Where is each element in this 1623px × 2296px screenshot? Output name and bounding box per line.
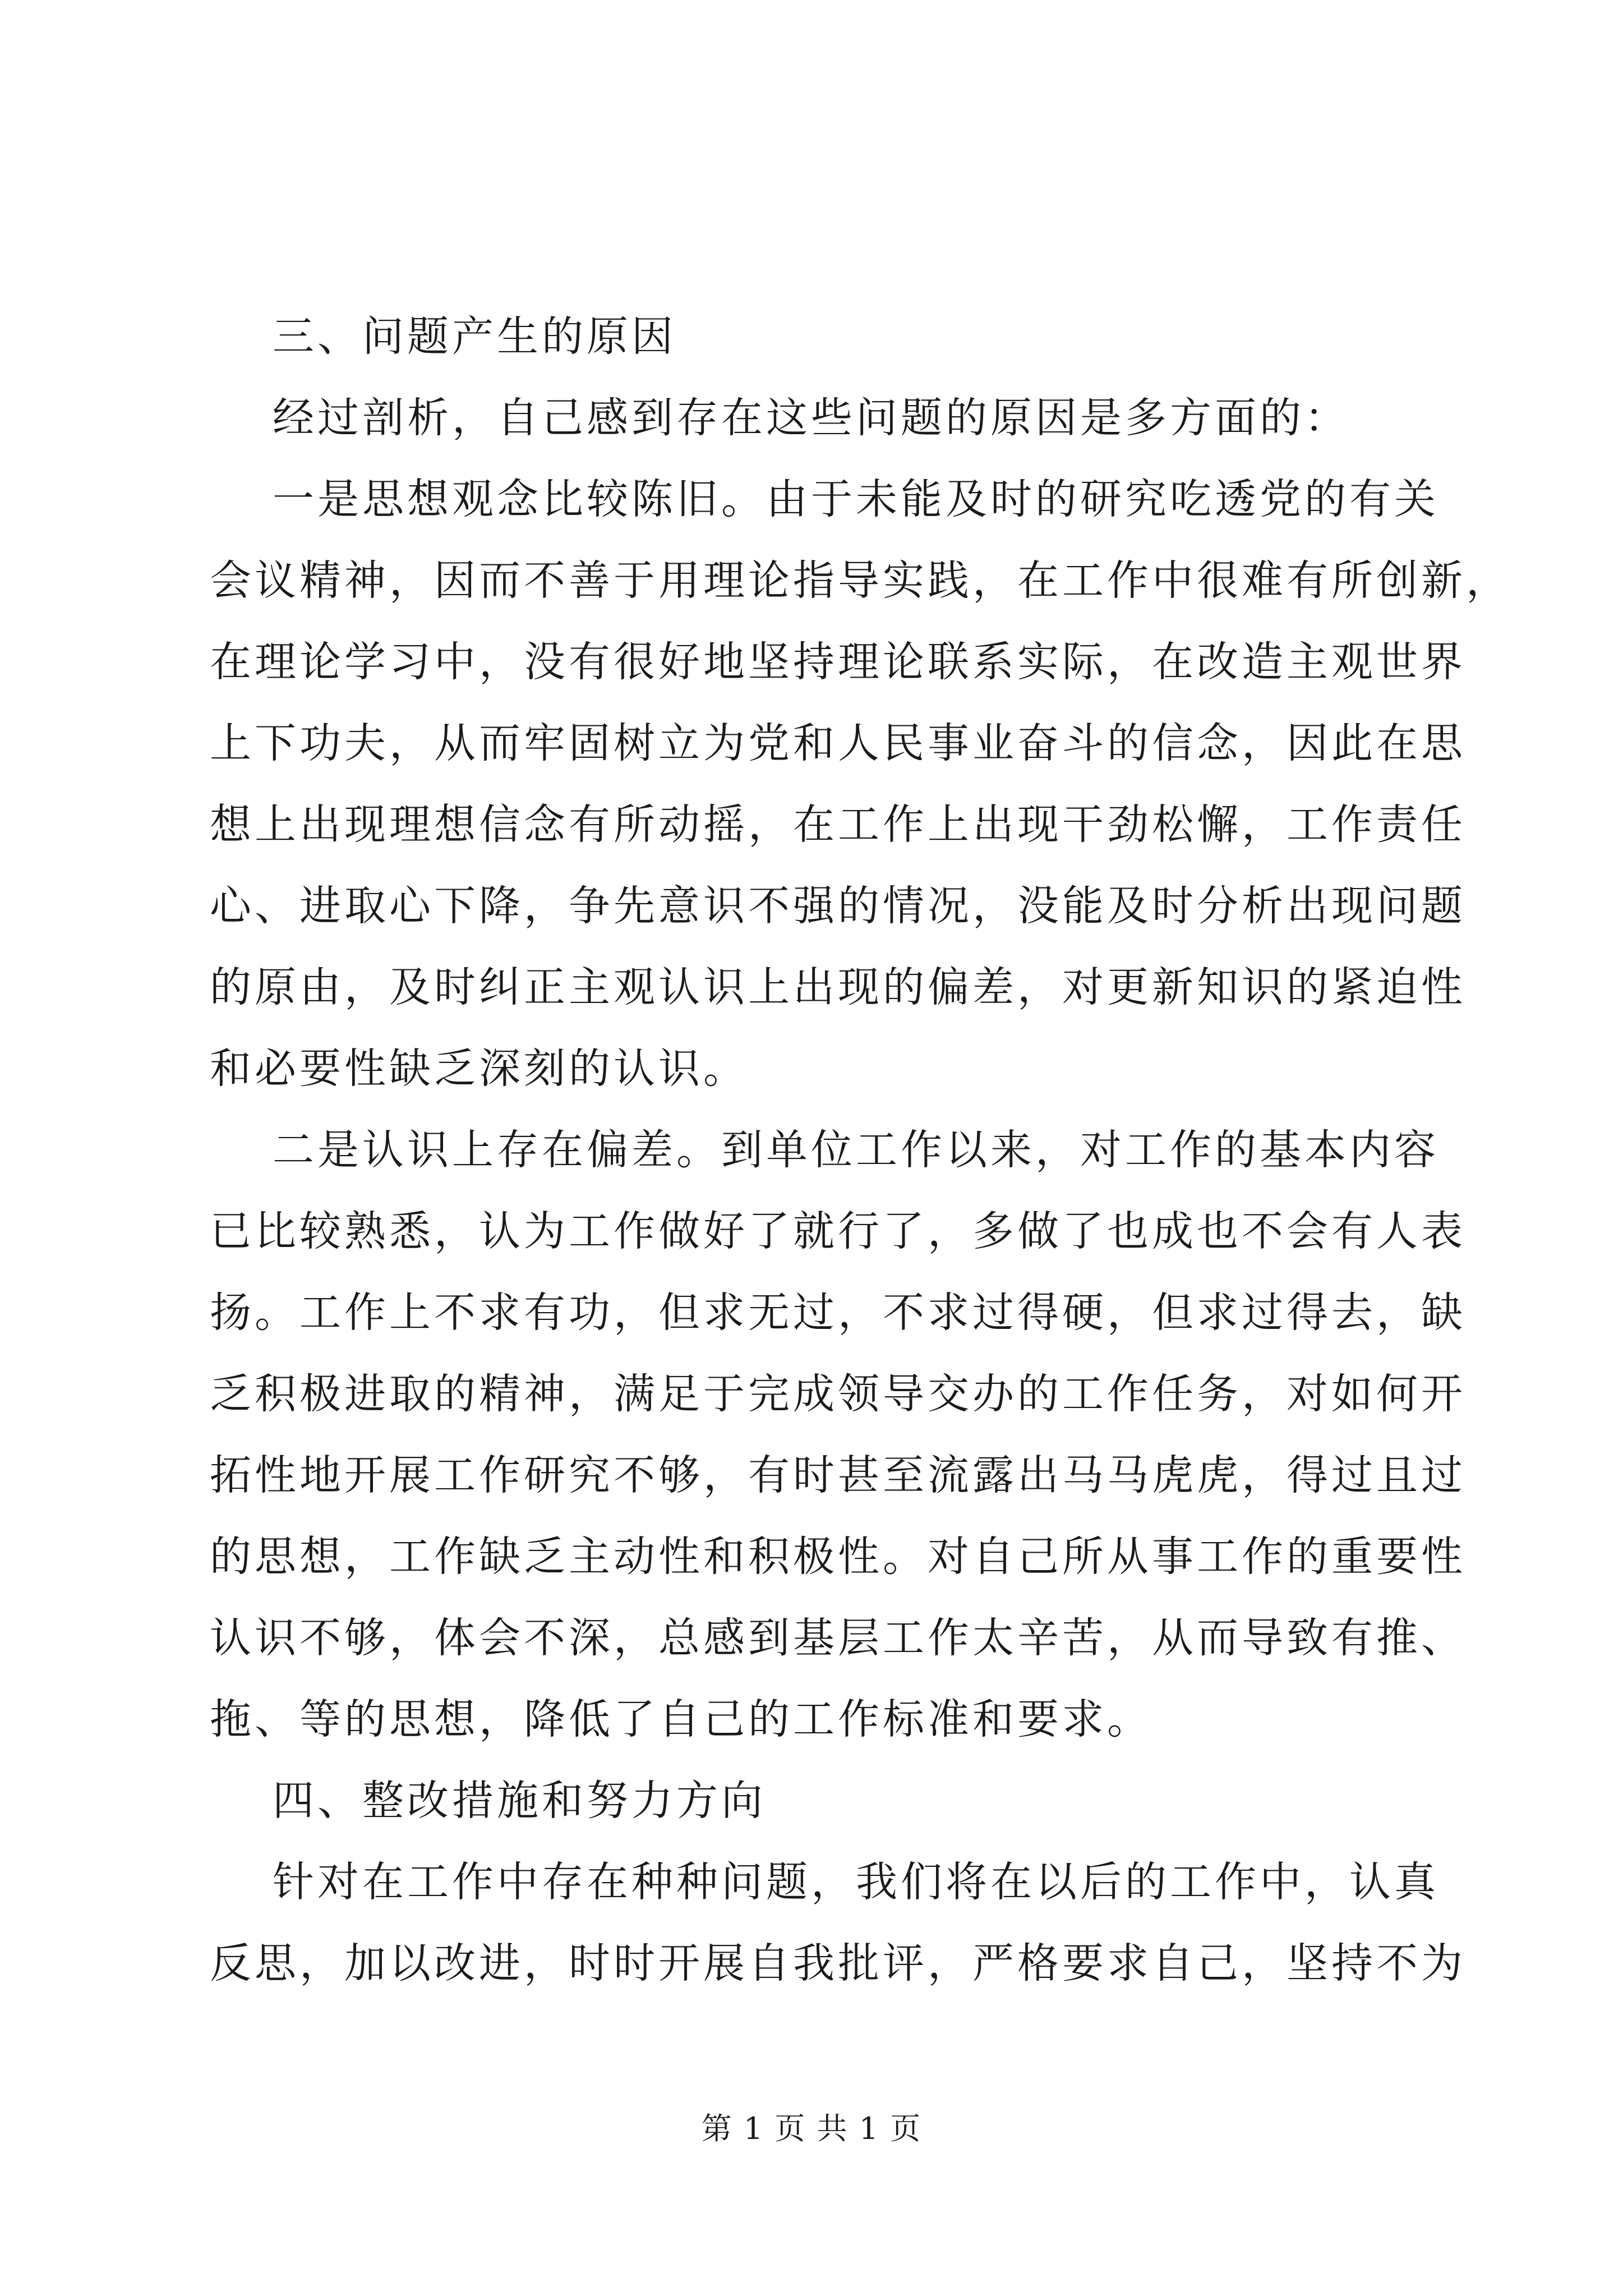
paragraph-line: 和必要性缺乏深刻的认识。 [210, 1045, 748, 1093]
paragraph-line: 拖、等的思想，降低了自己的工作标准和要求。 [210, 1695, 1152, 1743]
paragraph-line: 经过剖析，自己感到存在这些问题的原因是多方面的： [273, 394, 1349, 442]
paragraph-line: 扬。工作上不求有功，但求无过，不求过得硬，但求过得去，缺 [210, 1289, 1466, 1337]
paragraph-line: 在理论学习中，没有很好地坚持理论联系实际，在改造主观世界 [210, 638, 1466, 686]
paragraph-line: 的思想，工作缺乏主动性和积极性。对自己所从事工作的重要性 [210, 1533, 1466, 1581]
paragraph-line: 反思，加以改进，时时开展自我批评，严格要求自己，坚持不为 [210, 1939, 1466, 1987]
page-number-footer: 第 1 页 共 1 页 [701, 2111, 922, 2146]
section-heading: 四、整改措施和努力方向 [273, 1777, 766, 1825]
paragraph-line: 想上出现理想信念有所动摇，在工作上出现干劲松懈，工作责任 [210, 800, 1466, 849]
paragraph-line: 已比较熟悉，认为工作做好了就行了，多做了也成也不会有人表 [210, 1207, 1466, 1255]
paragraph-line: 认识不够，体会不深，总感到基层工作太辛苦，从而导致有推、 [210, 1614, 1466, 1662]
paragraph-line: 心、进取心下降，争先意识不强的情况，没能及时分析出现问题 [210, 882, 1466, 930]
paragraph-line: 会议精神，因而不善于用理论指导实践，在工作中很难有所创新， [210, 556, 1511, 605]
paragraph-line: 乏积极进取的精神，满足于完成领导交办的工作任务，对如何开 [210, 1370, 1466, 1418]
paragraph-line: 的原由，及时纠正主观认识上出现的偏差，对更新知识的紧迫性 [210, 963, 1466, 1011]
paragraph-line: 二是认识上存在偏差。到单位工作以来，对工作的基本内容 [273, 1126, 1439, 1174]
paragraph-line: 一是思想观念比较陈旧。由于未能及时的研究吃透党的有关 [273, 475, 1439, 523]
paragraph-line: 针对在工作中存在种种问题，我们将在以后的工作中，认真 [273, 1858, 1439, 1906]
document-body [210, 296, 1511, 2004]
paragraph-line: 上下功夫，从而牢固树立为党和人民事业奋斗的信念，因此在思 [210, 719, 1466, 767]
section-heading: 三、问题产生的原因 [273, 312, 676, 361]
paragraph-line: 拓性地开展工作研究不够，有时甚至流露出马马虎虎，得过且过 [210, 1451, 1466, 1499]
